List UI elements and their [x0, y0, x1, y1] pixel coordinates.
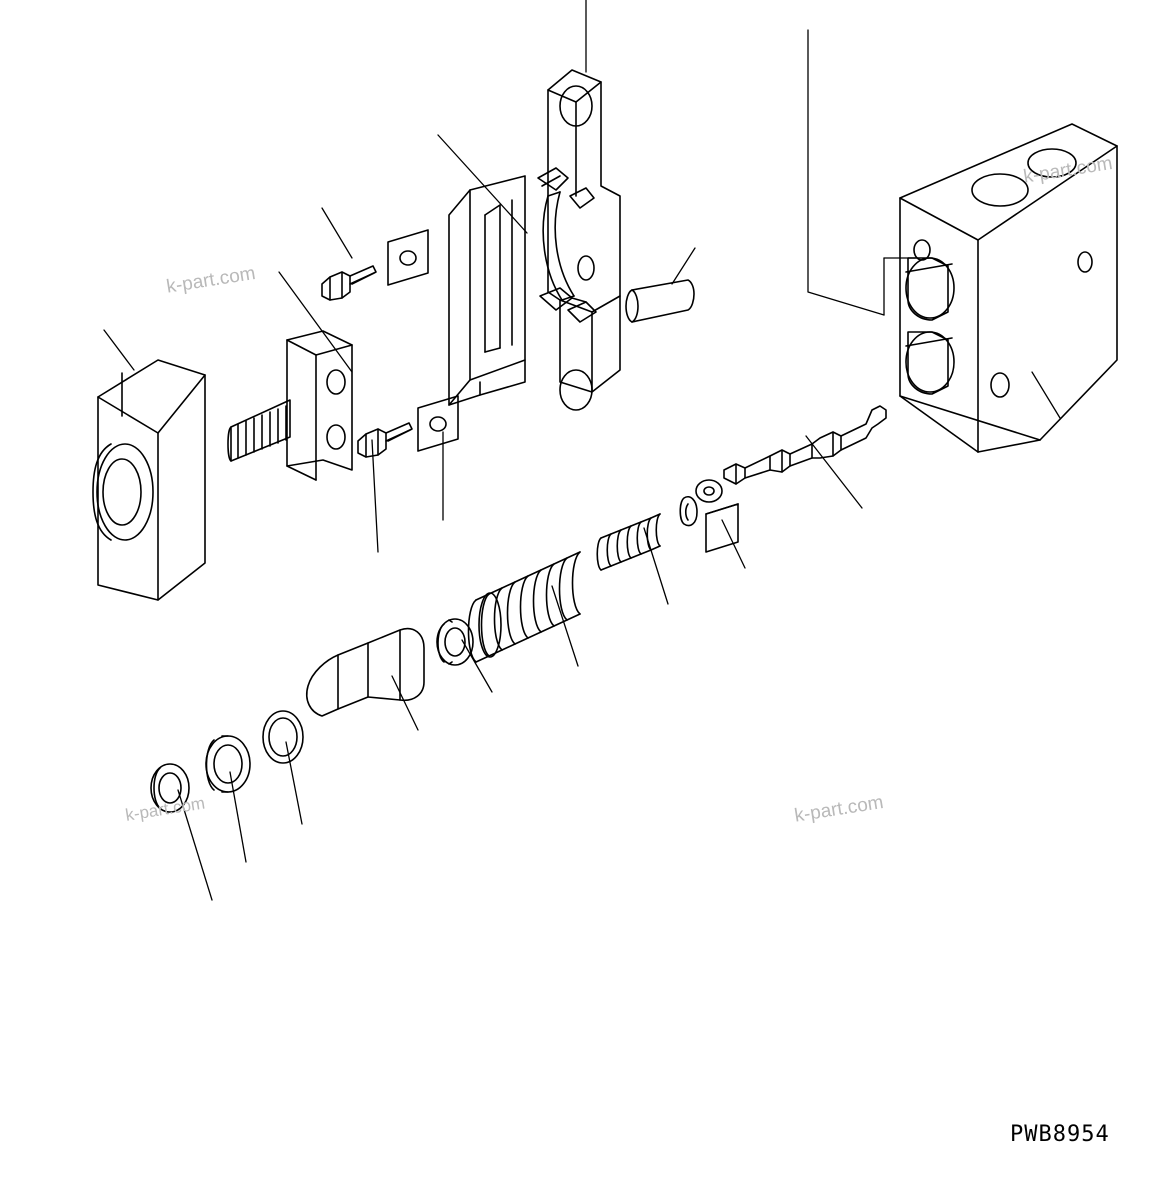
bolt-lower: [358, 423, 412, 457]
o-ring: [263, 711, 303, 763]
watermark: k-part.com: [793, 791, 885, 827]
spring-small: [597, 514, 660, 570]
end-cap-cover: [93, 360, 205, 600]
spring-seat: [680, 497, 697, 526]
washer-plate-upper: [388, 230, 428, 285]
spool-rod: [724, 406, 886, 484]
small-washer: [696, 480, 722, 502]
bolt-upper: [322, 266, 376, 300]
watermark: k-part.com: [165, 262, 257, 298]
rocker-lever: [548, 70, 620, 410]
retainer-ring: [437, 619, 473, 665]
leader-lines: [104, 0, 1060, 900]
watermark: k-part.com: [124, 793, 207, 825]
spring-large: [469, 552, 581, 662]
cam-link: [538, 168, 596, 322]
plunger: [307, 629, 424, 716]
guide-plate: [449, 176, 525, 405]
seal-ring: [206, 736, 250, 792]
watermark: k-part.com: [1022, 152, 1114, 188]
threaded-stud-bracket: [228, 331, 352, 480]
drawing-code: PWB8954: [1010, 1122, 1110, 1147]
pin: [626, 280, 694, 322]
